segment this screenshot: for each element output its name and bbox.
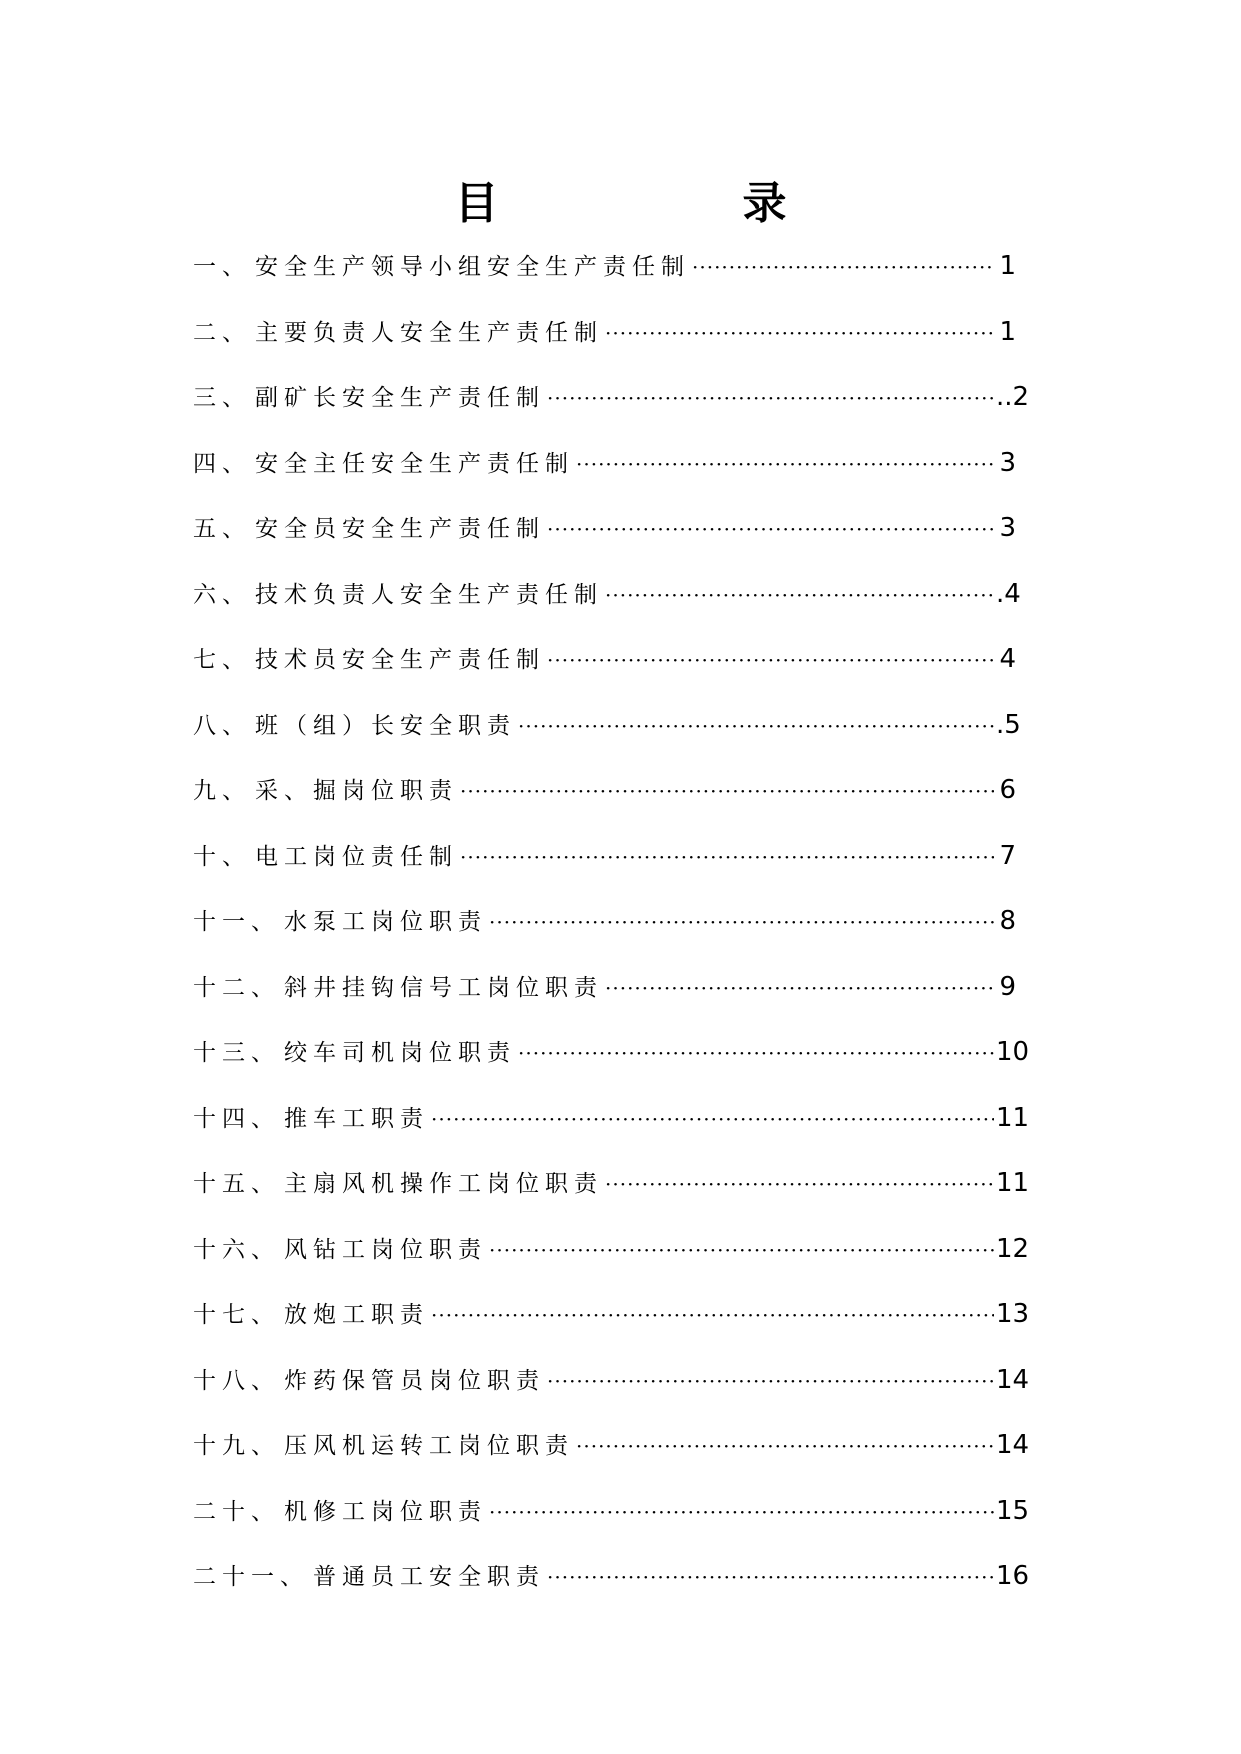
toc-entry-title: 技术员安全生产责任制: [255, 647, 545, 673]
toc-entry[interactable]: [193, 1167, 1030, 1233]
toc-dot-leader: [547, 1365, 994, 1397]
toc-entry-page-number: 4: [999, 644, 1016, 674]
toc-entry-title: 炸药保管员岗位职责: [284, 1367, 545, 1394]
toc-entry-separator: 、: [251, 1433, 280, 1459]
toc-entry[interactable]: [193, 381, 1030, 447]
toc-entry-title: 机修工岗位职责: [284, 1498, 487, 1525]
toc-entry-page-number: 6: [999, 775, 1016, 805]
toc-entry[interactable]: [193, 250, 1016, 316]
toc-entry-title: 风钻工岗位职责: [284, 1236, 487, 1263]
toc-entry-number: 二: [193, 319, 222, 346]
toc-entry-number: 十二: [193, 974, 251, 1001]
toc-entry-separator: 、: [222, 254, 251, 280]
toc-entry-separator: 、: [222, 319, 251, 346]
toc-entry-separator: 、: [251, 974, 280, 1001]
toc-entry[interactable]: [193, 1233, 1030, 1299]
toc-entry-separator: 、: [251, 1171, 280, 1197]
toc-entry-page-number: 15: [996, 1495, 1030, 1526]
toc-entry-number: 五: [193, 516, 222, 542]
toc-entry[interactable]: [193, 316, 1016, 382]
toc-dot-leader: [692, 251, 994, 283]
toc-entry-page-number: 3: [999, 513, 1016, 543]
toc-entry-title: 安全生产领导小组安全生产责任制: [255, 254, 690, 280]
toc-entry-separator: 、: [222, 450, 251, 477]
toc-entry-page-number: 11: [996, 1102, 1030, 1133]
toc-entry-number: 七: [193, 647, 222, 673]
toc-entry-separator: 、: [222, 581, 251, 608]
toc-entry-title: 安全主任安全生产责任制: [255, 450, 574, 477]
toc-entry-separator: 、: [222, 385, 251, 411]
toc-entry[interactable]: [193, 1102, 1030, 1168]
toc-entry-number: 十九: [193, 1433, 251, 1459]
toc-entry-title: 采、掘岗位职责: [255, 778, 458, 804]
toc-entry-number: 九: [193, 778, 222, 804]
table-of-contents: [193, 250, 1030, 1626]
toc-dot-leader: [431, 1103, 994, 1135]
toc-entry-title: 压风机运转工岗位职责: [284, 1433, 574, 1459]
toc-entry[interactable]: [193, 1560, 1030, 1626]
toc-entry-number: 十七: [193, 1302, 251, 1328]
toc-entry-number: 十六: [193, 1236, 251, 1263]
toc-entry-title: 放炮工职责: [284, 1302, 429, 1328]
toc-entry-separator: 、: [280, 1564, 309, 1590]
toc-entry-separator: 、: [222, 516, 251, 542]
toc-entry-title: 电工岗位责任制: [255, 843, 458, 870]
toc-entry[interactable]: [193, 840, 1016, 906]
toc-entry-title: 绞车司机岗位职责: [284, 1040, 516, 1066]
toc-entry-separator: 、: [251, 1105, 280, 1132]
toc-entry-page-number: 11: [996, 1168, 1030, 1198]
toc-entry[interactable]: [193, 905, 1016, 971]
toc-entry-number: 十五: [193, 1171, 251, 1197]
toc-entry-number: 十一: [193, 909, 251, 935]
toc-entry-separator: 、: [251, 1498, 280, 1525]
toc-entry-page-number: 3: [999, 447, 1016, 478]
toc-entry-separator: 、: [251, 1302, 280, 1328]
toc-entry-separator: 、: [251, 1367, 280, 1394]
toc-entry[interactable]: [193, 1036, 1030, 1102]
toc-entry-separator: 、: [251, 1236, 280, 1263]
toc-entry-page-number: 1: [999, 316, 1016, 347]
toc-entry-separator: 、: [222, 647, 251, 673]
toc-entry-title: 技术负责人安全生产责任制: [255, 581, 603, 608]
toc-dot-leader: [431, 1299, 994, 1331]
toc-entry-page-number: 1: [999, 251, 1016, 281]
toc-entry-page-number: 13: [996, 1299, 1030, 1329]
toc-dot-leader: [605, 972, 994, 1004]
toc-entry-page-number: 14: [996, 1430, 1030, 1460]
toc-dot-leader: [605, 1168, 994, 1200]
toc-entry[interactable]: [193, 1429, 1030, 1495]
toc-entry-title: 普通员工安全职责: [313, 1564, 545, 1590]
toc-dot-leader: [605, 579, 994, 611]
toc-entry[interactable]: [193, 512, 1016, 578]
toc-entry-separator: 、: [222, 843, 251, 870]
toc-entry-number: 三: [193, 385, 222, 411]
toc-entry-number: 二十一: [193, 1564, 280, 1590]
toc-entry-page-number: 9: [999, 971, 1016, 1002]
toc-entry[interactable]: [193, 643, 1016, 709]
toc-entry-separator: 、: [251, 909, 280, 935]
toc-entry-title: 推车工职责: [284, 1105, 429, 1132]
toc-entry[interactable]: [193, 1495, 1030, 1561]
toc-entry[interactable]: [193, 1364, 1030, 1430]
toc-entry-number: 四: [193, 450, 222, 477]
toc-entry-separator: 、: [222, 712, 251, 739]
toc-dot-leader: [518, 710, 994, 742]
toc-entry-page-number: ..2: [996, 382, 1030, 412]
toc-dot-leader: [547, 382, 994, 414]
toc-entry-page-number: .4: [996, 578, 1021, 609]
toc-entry-number: 十四: [193, 1105, 251, 1132]
toc-entry-page-number: .5: [996, 709, 1021, 740]
toc-entry-page-number: 16: [996, 1561, 1030, 1591]
toc-dot-leader: [547, 513, 994, 545]
toc-dot-leader: [489, 1234, 994, 1266]
toc-entry-title: 水泵工岗位职责: [284, 909, 487, 935]
toc-entry-title: 主要负责人安全生产责任制: [255, 319, 603, 346]
toc-dot-leader: [576, 1430, 994, 1462]
toc-entry-number: 六: [193, 581, 222, 608]
toc-entry-number: 一: [193, 254, 222, 280]
toc-entry-title: 斜井挂钩信号工岗位职责: [284, 974, 603, 1001]
toc-dot-leader: [460, 841, 994, 873]
toc-entry-number: 十三: [193, 1040, 251, 1066]
toc-dot-leader: [576, 448, 994, 480]
toc-dot-leader: [489, 906, 994, 938]
toc-entry-title: 副矿长安全生产责任制: [255, 385, 545, 411]
toc-entry-number: 十八: [193, 1367, 251, 1394]
toc-entry-number: 八: [193, 712, 222, 739]
toc-entry-page-number: 7: [999, 840, 1016, 871]
toc-entry[interactable]: [193, 1298, 1030, 1364]
toc-entry[interactable]: [193, 971, 1016, 1037]
toc-entry-separator: 、: [251, 1040, 280, 1066]
toc-entry-page-number: 14: [996, 1364, 1030, 1395]
toc-entry-number: 二十: [193, 1498, 251, 1525]
toc-dot-leader: [460, 775, 994, 807]
toc-entry-separator: 、: [222, 778, 251, 804]
page-title: 目 录: [454, 178, 887, 229]
toc-entry[interactable]: [193, 774, 1016, 840]
toc-entry-title: 班（组）长安全职责: [255, 712, 516, 739]
toc-dot-leader: [518, 1037, 994, 1069]
toc-entry-title: 主扇风机操作工岗位职责: [284, 1171, 603, 1197]
toc-entry[interactable]: [193, 578, 1021, 644]
toc-entry-page-number: 8: [999, 906, 1016, 936]
toc-entry-page-number: 12: [996, 1233, 1030, 1264]
toc-entry-number: 十: [193, 843, 222, 870]
toc-dot-leader: [547, 644, 994, 676]
toc-entry[interactable]: [193, 709, 1021, 775]
toc-dot-leader: [547, 1561, 994, 1593]
toc-dot-leader: [605, 317, 994, 349]
toc-entry[interactable]: [193, 447, 1016, 513]
toc-dot-leader: [489, 1496, 994, 1528]
toc-entry-page-number: 10: [996, 1037, 1030, 1067]
toc-entry-title: 安全员安全生产责任制: [255, 516, 545, 542]
